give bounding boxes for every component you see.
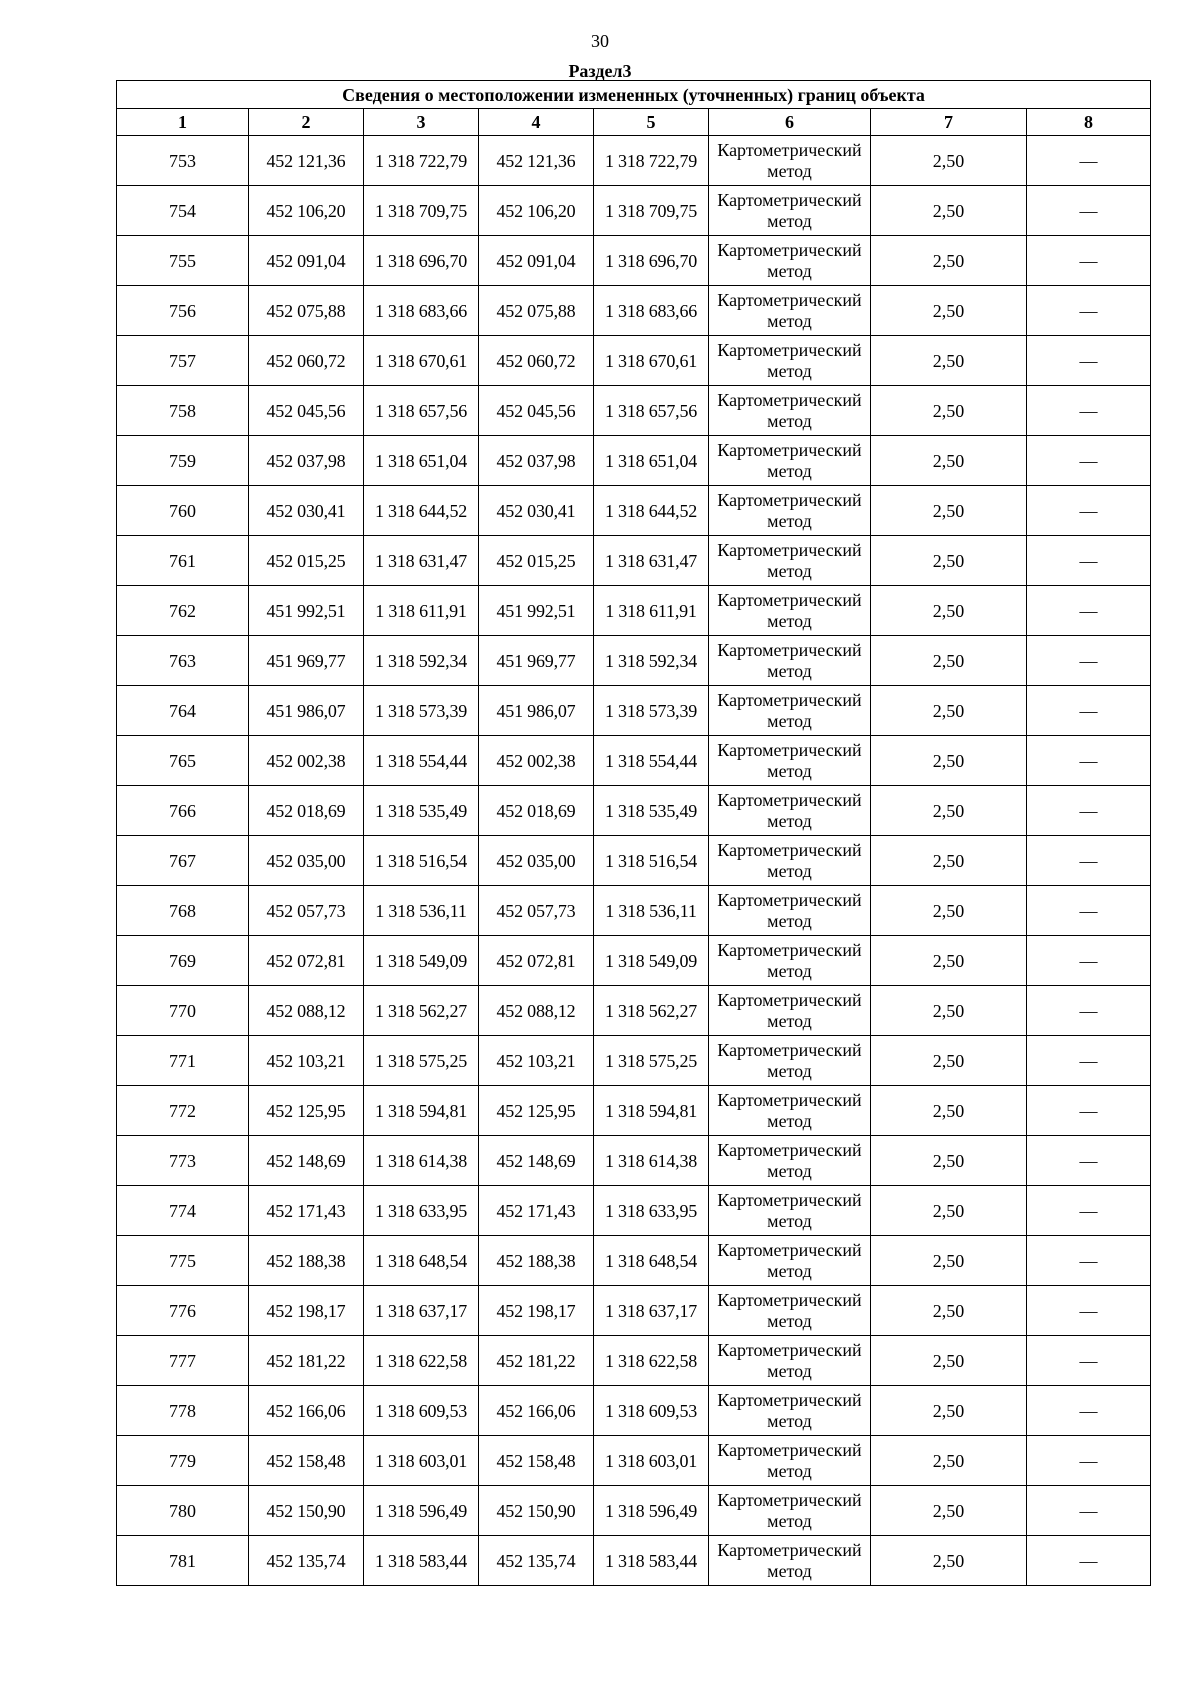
cell-accuracy: 2,50 [871,986,1027,1036]
cell-y-coordinate-new: 1 318 622,58 [594,1336,709,1386]
cell-accuracy: 2,50 [871,1386,1027,1436]
cell-accuracy: 2,50 [871,786,1027,836]
cell-method: Картометрический метод [709,736,871,786]
cell-point-number: 757 [117,336,249,386]
table-row [117,536,1151,586]
cell-accuracy: 2,50 [871,586,1027,636]
coordinates-table [116,80,1151,1586]
cell-description: — [1027,936,1151,986]
cell-y-coordinate-new: 1 318 683,66 [594,286,709,336]
cell-description: — [1027,636,1151,686]
cell-x-coordinate-existing: 452 125,95 [249,1086,364,1136]
table-row [117,936,1151,986]
cell-y-coordinate-new: 1 318 637,17 [594,1286,709,1336]
cell-x-coordinate-new: 452 075,88 [479,286,594,336]
cell-point-number: 776 [117,1286,249,1336]
cell-x-coordinate-existing: 452 002,38 [249,736,364,786]
cell-method: Картометрический метод [709,1136,871,1186]
column-header-5: 5 [594,109,709,136]
cell-y-coordinate-existing: 1 318 562,27 [364,986,479,1036]
cell-accuracy: 2,50 [871,486,1027,536]
cell-y-coordinate-existing: 1 318 633,95 [364,1186,479,1236]
cell-point-number: 753 [117,136,249,186]
cell-x-coordinate-existing: 451 992,51 [249,586,364,636]
cell-y-coordinate-new: 1 318 575,25 [594,1036,709,1086]
cell-accuracy: 2,50 [871,236,1027,286]
cell-y-coordinate-new: 1 318 657,56 [594,386,709,436]
cell-x-coordinate-existing: 451 986,07 [249,686,364,736]
cell-y-coordinate-new: 1 318 631,47 [594,536,709,586]
table-row [117,1336,1151,1386]
cell-point-number: 759 [117,436,249,486]
cell-point-number: 777 [117,1336,249,1386]
cell-x-coordinate-new: 452 057,73 [479,886,594,936]
cell-y-coordinate-new: 1 318 651,04 [594,436,709,486]
cell-y-coordinate-existing: 1 318 722,79 [364,136,479,186]
cell-y-coordinate-new: 1 318 603,01 [594,1436,709,1486]
table-row [117,1186,1151,1236]
table-row [117,236,1151,286]
cell-accuracy: 2,50 [871,1286,1027,1336]
cell-x-coordinate-existing: 452 158,48 [249,1436,364,1486]
cell-x-coordinate-new: 452 103,21 [479,1036,594,1086]
cell-x-coordinate-new: 452 072,81 [479,936,594,986]
table-row [117,836,1151,886]
cell-point-number: 775 [117,1236,249,1286]
cell-method: Картометрический метод [709,436,871,486]
cell-x-coordinate-existing: 452 121,36 [249,136,364,186]
cell-x-coordinate-existing: 452 045,56 [249,386,364,436]
cell-point-number: 761 [117,536,249,586]
cell-x-coordinate-existing: 452 030,41 [249,486,364,536]
column-header-4: 4 [479,109,594,136]
cell-x-coordinate-new: 452 106,20 [479,186,594,236]
cell-accuracy: 2,50 [871,1536,1027,1586]
cell-y-coordinate-existing: 1 318 651,04 [364,436,479,486]
cell-y-coordinate-new: 1 318 536,11 [594,886,709,936]
cell-description: — [1027,436,1151,486]
cell-method: Картометрический метод [709,786,871,836]
cell-accuracy: 2,50 [871,386,1027,436]
cell-y-coordinate-new: 1 318 549,09 [594,936,709,986]
cell-accuracy: 2,50 [871,886,1027,936]
cell-x-coordinate-new: 452 188,38 [479,1236,594,1286]
cell-point-number: 779 [117,1436,249,1486]
table-row [117,336,1151,386]
table-row [117,1086,1151,1136]
cell-description: — [1027,1236,1151,1286]
cell-y-coordinate-new: 1 318 554,44 [594,736,709,786]
cell-description: — [1027,836,1151,886]
cell-point-number: 763 [117,636,249,686]
cell-x-coordinate-new: 452 121,36 [479,136,594,186]
cell-description: — [1027,986,1151,1036]
cell-x-coordinate-new: 452 018,69 [479,786,594,836]
table-row [117,1136,1151,1186]
cell-point-number: 767 [117,836,249,886]
table-row [117,1386,1151,1436]
cell-point-number: 781 [117,1536,249,1586]
cell-description: — [1027,586,1151,636]
cell-y-coordinate-existing: 1 318 573,39 [364,686,479,736]
cell-point-number: 774 [117,1186,249,1236]
cell-method: Картометрический метод [709,986,871,1036]
column-header-3: 3 [364,109,479,136]
cell-accuracy: 2,50 [871,1236,1027,1286]
cell-y-coordinate-existing: 1 318 575,25 [364,1036,479,1086]
cell-x-coordinate-new: 452 088,12 [479,986,594,1036]
cell-method: Картометрический метод [709,1386,871,1436]
cell-description: — [1027,186,1151,236]
cell-y-coordinate-new: 1 318 696,70 [594,236,709,286]
cell-y-coordinate-existing: 1 318 648,54 [364,1236,479,1286]
cell-y-coordinate-new: 1 318 516,54 [594,836,709,886]
cell-y-coordinate-existing: 1 318 535,49 [364,786,479,836]
cell-point-number: 762 [117,586,249,636]
table-row [117,636,1151,686]
cell-x-coordinate-existing: 452 198,17 [249,1286,364,1336]
cell-y-coordinate-existing: 1 318 709,75 [364,186,479,236]
cell-accuracy: 2,50 [871,1186,1027,1236]
cell-accuracy: 2,50 [871,136,1027,186]
cell-method: Картометрический метод [709,886,871,936]
cell-y-coordinate-existing: 1 318 554,44 [364,736,479,786]
cell-description: — [1027,1036,1151,1086]
section-title: Раздел3 [568,61,632,81]
cell-y-coordinate-new: 1 318 644,52 [594,486,709,536]
table-row [117,136,1151,186]
cell-method: Картометрический метод [709,1536,871,1586]
table-row [117,1536,1151,1586]
cell-method: Картометрический метод [709,1336,871,1386]
cell-point-number: 772 [117,1086,249,1136]
cell-y-coordinate-new: 1 318 670,61 [594,336,709,386]
cell-description: — [1027,1086,1151,1136]
cell-method: Картометрический метод [709,286,871,336]
cell-x-coordinate-existing: 452 150,90 [249,1486,364,1536]
cell-accuracy: 2,50 [871,736,1027,786]
cell-x-coordinate-new: 451 969,77 [479,636,594,686]
cell-accuracy: 2,50 [871,286,1027,336]
cell-accuracy: 2,50 [871,1136,1027,1186]
cell-x-coordinate-existing: 452 148,69 [249,1136,364,1186]
cell-method: Картометрический метод [709,936,871,986]
cell-x-coordinate-new: 452 002,38 [479,736,594,786]
cell-y-coordinate-new: 1 318 592,34 [594,636,709,686]
cell-point-number: 770 [117,986,249,1036]
cell-y-coordinate-new: 1 318 633,95 [594,1186,709,1236]
cell-description: — [1027,336,1151,386]
cell-method: Картометрический метод [709,336,871,386]
table-row [117,786,1151,836]
cell-method: Картометрический метод [709,636,871,686]
cell-accuracy: 2,50 [871,1436,1027,1486]
cell-x-coordinate-new: 452 091,04 [479,236,594,286]
cell-method: Картометрический метод [709,186,871,236]
cell-description: — [1027,686,1151,736]
cell-description: — [1027,536,1151,586]
cell-accuracy: 2,50 [871,336,1027,386]
cell-x-coordinate-new: 452 060,72 [479,336,594,386]
cell-y-coordinate-new: 1 318 562,27 [594,986,709,1036]
cell-y-coordinate-new: 1 318 535,49 [594,786,709,836]
table-row [117,686,1151,736]
table-row [117,736,1151,786]
cell-y-coordinate-existing: 1 318 549,09 [364,936,479,986]
cell-y-coordinate-existing: 1 318 609,53 [364,1386,479,1436]
table-row [117,886,1151,936]
cell-description: — [1027,136,1151,186]
cell-y-coordinate-existing: 1 318 696,70 [364,236,479,286]
table-row [117,486,1151,536]
cell-x-coordinate-new: 452 045,56 [479,386,594,436]
cell-y-coordinate-existing: 1 318 592,34 [364,636,479,686]
cell-description: — [1027,786,1151,836]
cell-description: — [1027,386,1151,436]
cell-x-coordinate-new: 452 125,95 [479,1086,594,1136]
table-row [117,386,1151,436]
cell-y-coordinate-existing: 1 318 614,38 [364,1136,479,1186]
cell-x-coordinate-existing: 452 060,72 [249,336,364,386]
cell-description: — [1027,486,1151,536]
cell-x-coordinate-new: 452 166,06 [479,1386,594,1436]
cell-accuracy: 2,50 [871,1486,1027,1536]
cell-accuracy: 2,50 [871,186,1027,236]
cell-x-coordinate-new: 452 148,69 [479,1136,594,1186]
cell-x-coordinate-existing: 452 057,73 [249,886,364,936]
cell-method: Картометрический метод [709,1036,871,1086]
cell-description: — [1027,886,1151,936]
cell-method: Картометрический метод [709,1286,871,1336]
cell-x-coordinate-existing: 452 075,88 [249,286,364,336]
cell-accuracy: 2,50 [871,936,1027,986]
cell-method: Картометрический метод [709,686,871,736]
cell-y-coordinate-existing: 1 318 611,91 [364,586,479,636]
cell-x-coordinate-existing: 452 072,81 [249,936,364,986]
column-header-2: 2 [249,109,364,136]
cell-method: Картометрический метод [709,586,871,636]
cell-y-coordinate-new: 1 318 611,91 [594,586,709,636]
table-body [117,136,1151,1586]
cell-accuracy: 2,50 [871,1036,1027,1086]
column-header-1: 1 [117,109,249,136]
cell-point-number: 778 [117,1386,249,1436]
table-row [117,436,1151,486]
table-row [117,1436,1151,1486]
cell-y-coordinate-new: 1 318 573,39 [594,686,709,736]
cell-point-number: 754 [117,186,249,236]
cell-point-number: 764 [117,686,249,736]
cell-method: Картометрический метод [709,1186,871,1236]
cell-x-coordinate-existing: 452 018,69 [249,786,364,836]
cell-y-coordinate-new: 1 318 596,49 [594,1486,709,1536]
cell-x-coordinate-existing: 452 171,43 [249,1186,364,1236]
cell-point-number: 773 [117,1136,249,1186]
cell-y-coordinate-existing: 1 318 594,81 [364,1086,479,1136]
cell-x-coordinate-new: 452 015,25 [479,536,594,586]
cell-method: Картометрический метод [709,1486,871,1536]
cell-y-coordinate-existing: 1 318 516,54 [364,836,479,886]
cell-description: — [1027,1486,1151,1536]
cell-method: Картометрический метод [709,836,871,886]
cell-x-coordinate-new: 452 035,00 [479,836,594,886]
table-row [117,1236,1151,1286]
cell-method: Картометрический метод [709,1086,871,1136]
cell-accuracy: 2,50 [871,536,1027,586]
cell-x-coordinate-new: 451 986,07 [479,686,594,736]
cell-x-coordinate-new: 452 181,22 [479,1336,594,1386]
cell-y-coordinate-new: 1 318 609,53 [594,1386,709,1436]
cell-y-coordinate-existing: 1 318 657,56 [364,386,479,436]
cell-description: — [1027,1336,1151,1386]
cell-x-coordinate-existing: 452 088,12 [249,986,364,1036]
cell-accuracy: 2,50 [871,636,1027,686]
cell-x-coordinate-new: 452 135,74 [479,1536,594,1586]
cell-y-coordinate-existing: 1 318 637,17 [364,1286,479,1336]
cell-accuracy: 2,50 [871,686,1027,736]
cell-description: — [1027,1136,1151,1186]
cell-x-coordinate-existing: 452 035,00 [249,836,364,886]
cell-x-coordinate-new: 452 158,48 [479,1436,594,1486]
cell-description: — [1027,1186,1151,1236]
cell-x-coordinate-new: 452 037,98 [479,436,594,486]
table-row [117,286,1151,336]
cell-x-coordinate-existing: 452 015,25 [249,536,364,586]
cell-point-number: 780 [117,1486,249,1536]
cell-point-number: 755 [117,236,249,286]
cell-accuracy: 2,50 [871,436,1027,486]
table-row [117,986,1151,1036]
table-row [117,1286,1151,1336]
cell-y-coordinate-new: 1 318 614,38 [594,1136,709,1186]
table-row [117,586,1151,636]
cell-y-coordinate-new: 1 318 648,54 [594,1236,709,1286]
column-number-row [117,109,1151,136]
cell-description: — [1027,1386,1151,1436]
cell-x-coordinate-new: 452 171,43 [479,1186,594,1236]
cell-y-coordinate-new: 1 318 709,75 [594,186,709,236]
cell-y-coordinate-existing: 1 318 683,66 [364,286,479,336]
cell-y-coordinate-existing: 1 318 583,44 [364,1536,479,1586]
cell-description: — [1027,1436,1151,1486]
cell-description: — [1027,1536,1151,1586]
table-caption: Сведения о местоположении измененных (уточненных) границ объекта [117,81,1151,109]
cell-x-coordinate-existing: 452 135,74 [249,1536,364,1586]
cell-point-number: 756 [117,286,249,336]
cell-x-coordinate-existing: 452 106,20 [249,186,364,236]
cell-y-coordinate-new: 1 318 722,79 [594,136,709,186]
cell-x-coordinate-existing: 452 166,06 [249,1386,364,1436]
column-header-6: 6 [709,109,871,136]
cell-y-coordinate-existing: 1 318 644,52 [364,486,479,536]
cell-y-coordinate-existing: 1 318 622,58 [364,1336,479,1386]
cell-x-coordinate-existing: 452 091,04 [249,236,364,286]
table-row [117,186,1151,236]
page-number: 30 [591,31,609,51]
cell-y-coordinate-existing: 1 318 536,11 [364,886,479,936]
cell-method: Картометрический метод [709,386,871,436]
cell-y-coordinate-existing: 1 318 670,61 [364,336,479,386]
cell-point-number: 758 [117,386,249,436]
cell-method: Картометрический метод [709,136,871,186]
column-header-7: 7 [871,109,1027,136]
cell-x-coordinate-existing: 452 037,98 [249,436,364,486]
cell-method: Картометрический метод [709,1236,871,1286]
cell-x-coordinate-existing: 452 188,38 [249,1236,364,1286]
cell-y-coordinate-existing: 1 318 596,49 [364,1486,479,1536]
cell-point-number: 771 [117,1036,249,1086]
cell-point-number: 765 [117,736,249,786]
cell-y-coordinate-new: 1 318 583,44 [594,1536,709,1586]
table-row [117,1036,1151,1086]
cell-point-number: 768 [117,886,249,936]
cell-method: Картометрический метод [709,536,871,586]
cell-description: — [1027,286,1151,336]
cell-x-coordinate-new: 452 150,90 [479,1486,594,1536]
cell-accuracy: 2,50 [871,1086,1027,1136]
cell-point-number: 766 [117,786,249,836]
cell-y-coordinate-existing: 1 318 603,01 [364,1436,479,1486]
cell-method: Картометрический метод [709,486,871,536]
cell-method: Картометрический метод [709,1436,871,1486]
cell-description: — [1027,236,1151,286]
column-header-8: 8 [1027,109,1151,136]
cell-point-number: 760 [117,486,249,536]
cell-y-coordinate-existing: 1 318 631,47 [364,536,479,586]
cell-x-coordinate-existing: 452 103,21 [249,1036,364,1086]
cell-accuracy: 2,50 [871,1336,1027,1386]
cell-x-coordinate-existing: 452 181,22 [249,1336,364,1386]
cell-x-coordinate-new: 452 198,17 [479,1286,594,1336]
cell-point-number: 769 [117,936,249,986]
cell-x-coordinate-new: 452 030,41 [479,486,594,536]
cell-description: — [1027,736,1151,786]
cell-description: — [1027,1286,1151,1336]
table-row [117,1486,1151,1536]
cell-x-coordinate-new: 451 992,51 [479,586,594,636]
cell-method: Картометрический метод [709,236,871,286]
cell-accuracy: 2,50 [871,836,1027,886]
cell-y-coordinate-new: 1 318 594,81 [594,1086,709,1136]
cell-x-coordinate-existing: 451 969,77 [249,636,364,686]
